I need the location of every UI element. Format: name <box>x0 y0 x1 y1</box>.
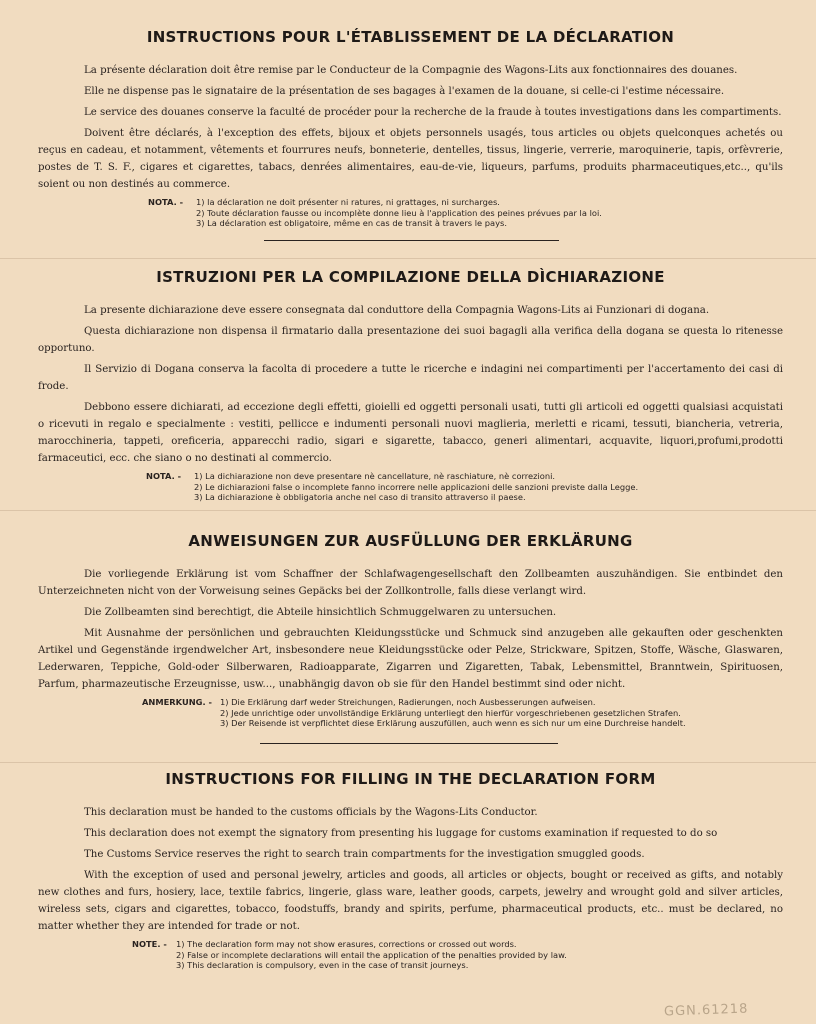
fold-line <box>0 258 816 259</box>
paragraph: Die Zollbeamten sind berechtigt, die Abteile hinsichtlich Schmuggelwaren zu untersuchen. <box>84 607 557 618</box>
note-item: 3) Der Reisende ist verpflichtet diese Erklärung auszufüllen, auch wenn es sich nur um eine Durchreise handelt. <box>220 718 686 728</box>
fold-line <box>0 510 816 511</box>
note-item: 3) La dichiarazione è obbligatoria anche nel caso di transito attraverso il paese. <box>194 492 526 502</box>
paragraph: Die vorliegende Erklärung ist vom Schaffner der Schlafwagengesellschaft den Zollbeamten auszuhändigen. Sie entbindet den Unterzeichneten nicht von der Vorweisung seines Gepäcks bei der Zollkontrolle, falls diese verlangt wird. <box>38 569 783 597</box>
paragraph: Doivent être déclarés, à l'exception des effets, bijoux et objets personnels usagés, tous articles ou objets quelconques achetés ou reçus en cadeau, et notamment, vêtements et fourrures neufs, bonneterie, dentelles, tissus, lingerie, verrerie, maroquinerie, tapis, orfèvrerie, postes de T. S. F., cigares et cigarettes, tabacs, denrées alimentaires, eau-de-vie, liqueurs, parfums, produits pharmaceutiques,etc.., qu'ils soient ou non destinés au commerce. <box>38 128 783 190</box>
notes-block <box>38 197 783 229</box>
note-label: NOTA. - <box>146 471 182 481</box>
note-item: 2) Le dichiarazioni false o incomplete fanno incorrere nelle applicazioni delle sanzioni previste dalla Legge. <box>194 481 639 492</box>
notes-block <box>38 939 783 971</box>
section-title: ANWEISUNGEN ZUR AUSFÜLLUNG DER ERKLÄRUNG <box>188 532 633 550</box>
section-title: ISTRUZIONI PER LA COMPILAZIONE DELLA DÌCHIARAZIONE <box>156 268 665 286</box>
note-label: NOTE. - <box>132 939 167 949</box>
notes-block <box>38 697 783 729</box>
paragraph: Il Servizio di Dogana conserva la facolta di procedere a tutte le ricerche e indagini nei compartimenti per l'accertamento dei casi di frode. <box>38 364 783 392</box>
note-item: 1) Die Erklärung darf weder Streichungen, Radierungen, noch Ausbesserungen aufweisen. <box>220 697 596 707</box>
note-item: 3) This declaration is compulsory, even in the case of transit journeys. <box>176 960 469 970</box>
note-label: ANMERKUNG. - <box>142 697 212 707</box>
note-item: 1) la déclaration ne doit présenter ni ratures, ni grattages, ni surcharges. <box>196 197 500 207</box>
paragraph: Questa dichiarazione non dispensa il firmatario dalla presentazione dei suoi bagagli alla verifica della dogana se questa lo ritenesse opportuno. <box>38 326 783 354</box>
paragraph: Le service des douanes conserve la faculté de procéder pour la recherche de la fraude à toutes investigations dans les compartiments. <box>84 107 782 118</box>
note-label: NOTA. - <box>148 197 184 207</box>
note-item: 1) The declaration form may not show erasures, corrections or crossed out words. <box>176 939 517 949</box>
section-title: INSTRUCTIONS POUR L'ÉTABLISSEMENT DE LA DÉCLARATION <box>146 28 675 46</box>
section-german <box>38 532 783 729</box>
paragraph: La présente déclaration doit être remise par le Conducteur de la Compagnie des Wagons-Lits aux fonctionnaires des douanes. <box>84 65 738 76</box>
note-item: 3) La déclaration est obligatoire, même en cas de transit à travers le pays. <box>196 218 507 228</box>
note-item: 1) La dichiarazione non deve presentare nè cancellature, nè raschiature, nè correzioni. <box>194 471 556 481</box>
archive-stamp: GGN.61218 <box>663 1001 749 1020</box>
paragraph: Debbono essere dichiarati, ad eccezione degli effetti, gioielli ed oggetti personali usati, tutti gli articoli ed oggetti qualsiasi acquistati o ricevuti in regalo e specialmente : vestiti, pellicce e indumenti personali nuovi maglieria, merletti e ricami, tessuti, biancheria, vetreria, marocchineria, tappeti, oreficeria, apparecchi radio, sigari e sigarette, tabacco, generi alimentari, acquavite, liquori,profumi,prodotti farmaceutici, ecc. che siano o no destinati al commercio. <box>38 402 783 464</box>
paragraph: This declaration must be handed to the customs officials by the Wagons-Lits Conductor. <box>84 807 538 818</box>
notes-block <box>38 471 783 503</box>
paragraph: Elle ne dispense pas le signataire de la présentation de ses bagages à l'examen de la douane, si celle-ci l'estime nécessaire. <box>84 86 725 97</box>
section-italian <box>38 268 783 503</box>
section-english <box>38 770 783 971</box>
section-title: INSTRUCTIONS FOR FILLING IN THE DECLARATION FORM <box>165 770 656 788</box>
paragraph: La presente dichiarazione deve essere consegnata dal conduttore della Compagnia Wagons-Lits ai Funzionari di dogana. <box>84 305 710 316</box>
note-item: 2) False or incomplete declarations will entail the application of the penalties provided by law. <box>176 949 567 960</box>
section-french <box>38 28 783 229</box>
paragraph: The Customs Service reserves the right to search train compartments for the investigation smuggled goods. <box>84 849 645 860</box>
note-item: 2) Jede unrichtige oder unvollständige Erklärung unterliegt den hierfür vorgeschriebenen gesetzlichen Strafen. <box>220 707 681 718</box>
fold-line <box>0 762 816 763</box>
divider <box>260 743 558 744</box>
divider <box>264 240 559 241</box>
paragraph: Mit Ausnahme der persönlichen und gebrauchten Kleidungsstücke und Schmuck sind anzugeben alle gekauften oder geschenkten Artikel und Gegenstände irgendwelcher Art, insbesondere neue Kleidungsstücke oder Pelze, Strickware, Spitzen, Stoffe, Wäsche, Glaswaren, Lederwaren, Teppiche, Gold-oder Silberwaren, Radioapparate, Zigarren und Zigaretten, Tabak, Lebensmittel, Branntwein, Spirituosen, Parfum, pharmazeutische Erzeugnisse, usw..., unabhängig davon ob sie für den Handel bestimmt sind oder nicht. <box>38 628 783 690</box>
paragraph: This declaration does not exempt the signatory from presenting his luggage for customs examination if requested to do so <box>84 828 718 839</box>
note-item: 2) Toute déclaration fausse ou incomplète donne lieu à l'application des peines prévues par la loi. <box>196 207 602 218</box>
paragraph: With the exception of used and personal jewelry, articles and goods, all articles or objects, bought or received as gifts, and notably new clothes and furs, hosiery, lace, textile fabrics, lingerie, glass ware, leather goods, carpets, jewelry and wrought gold and silver articles, wireless sets, cigars and cigarettes, tobacco, foodstuffs, brandy and spirits, perfume, pharmaceutical products, etc.. must be declared, no matter whether they are intended for trade or not. <box>38 870 783 932</box>
